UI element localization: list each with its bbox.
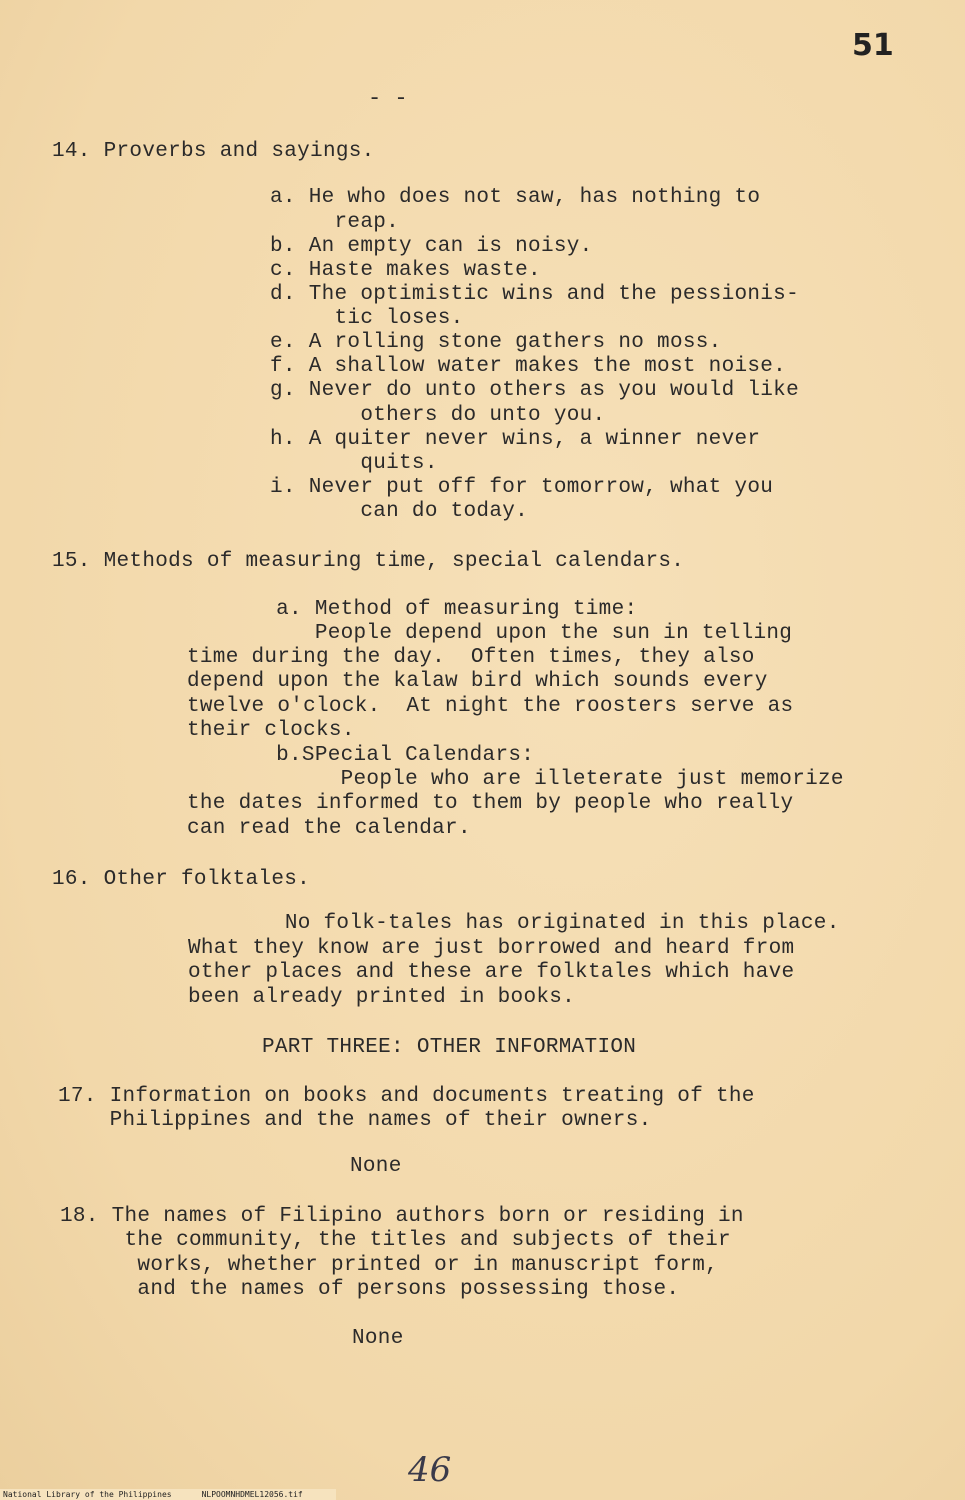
paragraph-line: can read the calendar. — [187, 817, 471, 840]
proverb-line: i. Never put off for tomorrow, what you — [270, 476, 774, 499]
proverb-line: quits. — [270, 452, 438, 475]
section-18-line: the community, the titles and subjects of their — [60, 1229, 731, 1252]
section-18-answer: None — [352, 1327, 404, 1350]
proverb-line: tic loses. — [270, 307, 464, 330]
paragraph-line: the dates informed to them by people who really — [187, 792, 794, 815]
section-17-line: Philippines and the names of their owners. — [58, 1109, 652, 1132]
proverb-line: f. A shallow water makes the most noise. — [270, 355, 787, 378]
proverb-line: reap. — [270, 211, 400, 234]
archive-footer — [0, 1489, 336, 1500]
footer-filename: NLPOOMNHDMEL12056.tif — [201, 1490, 303, 1499]
section-18-line: works, whether printed or in manuscript form, — [60, 1254, 719, 1277]
proverb-line: b. An empty can is noisy. — [270, 235, 593, 258]
section-14-heading: 14. Proverbs and sayings. — [52, 140, 375, 163]
proverb-line: can do today. — [270, 500, 529, 523]
section-17-answer: None — [350, 1155, 402, 1178]
paragraph-line: b.SPecial Calendars: — [160, 744, 535, 767]
paragraph-line: No folk-tales has originated in this place. — [130, 912, 840, 935]
paragraph-line: twelve o'clock. At night the roosters serve as — [187, 695, 794, 718]
paragraph-line: People who are illeterate just memorize — [160, 768, 844, 791]
paragraph-line: other places and these are folktales which have — [188, 961, 795, 984]
footer-library: National Library of the Philippines — [3, 1490, 172, 1499]
paragraph-line: People depend upon the sun in telling — [160, 622, 793, 645]
top-mark: - - — [368, 86, 408, 111]
section-17-line: 17. Information on books and documents treating of the — [58, 1085, 755, 1108]
section-18-line: and the names of persons possessing those. — [60, 1278, 680, 1301]
section-15-heading: 15. Methods of measuring time, special calendars. — [52, 550, 685, 573]
proverb-line: a. He who does not saw, has nothing to — [270, 186, 761, 209]
proverb-line: others do unto you. — [270, 404, 606, 427]
paragraph-line: What they know are just borrowed and heard from — [188, 937, 795, 960]
paragraph-line: been already printed in books. — [188, 986, 576, 1009]
proverb-line: c. Haste makes waste. — [270, 259, 541, 282]
paragraph-line: their clocks. — [187, 719, 355, 742]
paragraph-line: depend upon the kalaw bird which sounds every — [187, 670, 768, 693]
proverb-line: g. Never do unto others as you would like — [270, 379, 799, 402]
handwritten-folio-number: 46 — [408, 1450, 452, 1490]
proverb-line: h. A quiter never wins, a winner never — [270, 428, 761, 451]
section-18-line: 18. The names of Filipino authors born or residing in — [60, 1205, 744, 1228]
page-number: 51 — [852, 28, 894, 63]
proverb-line: d. The optimistic wins and the pessionis- — [270, 283, 799, 306]
part-three-heading: PART THREE: OTHER INFORMATION — [262, 1036, 637, 1059]
proverb-line: e. A rolling stone gathers no moss. — [270, 331, 722, 354]
section-16-heading: 16. Other folktales. — [52, 868, 311, 891]
paragraph-line: time during the day. Often times, they also — [187, 646, 755, 669]
paragraph-line: a. Method of measuring time: — [160, 598, 638, 621]
